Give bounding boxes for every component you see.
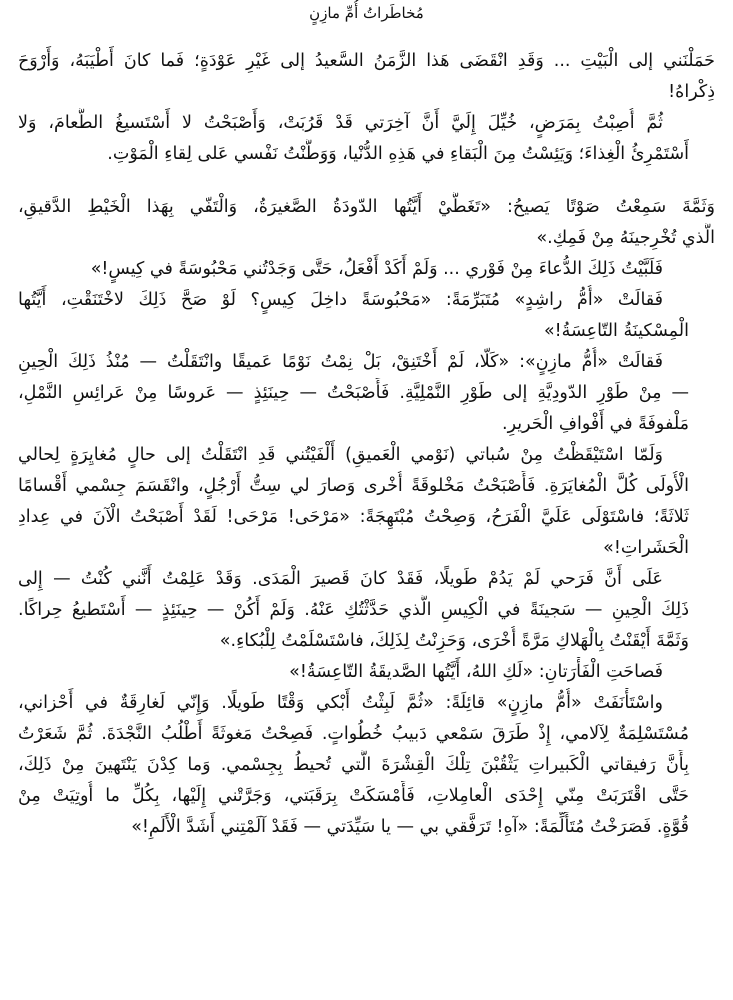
page-title: مُخاطَراتُ أُمِّ مازِنٍ xyxy=(309,4,424,22)
text-line: الْأُولَى كُلَّ الْمُغايَرَةِ. فَأَصْبَحْتُ مَخْلوقَةً أُخْرى وَصارَ لي سِتُّ أَرْجُلٍ، وانْقَسَمَ جِسْمي أَقْسامًا xyxy=(18,476,689,496)
text-line: ثُمَّ أُصِبْتُ بِمَرَضٍ، خُيِّلَ إِلَيَّ أَنَّ آخِرَتي قَدْ قَرُبَتْ، وَأَصْبَحْتُ لا أَسْتَسيغُ الطَّعامَ، وَلا xyxy=(18,113,663,133)
paragraph xyxy=(18,688,715,843)
paragraph xyxy=(18,657,715,688)
text-line: ذِكْراهُ! xyxy=(668,82,715,102)
text-line: فَقالَتْ «أُمُّ مازِنٍ»: «كَلّا، لَمْ أَخْتَنِقْ، بَلْ نِمْتُ نَوْمًا عَميقًا وانْتَقَلْتُ — مُنْذُ ذَلِكَ الْحِينِ xyxy=(18,352,663,372)
text-line: ثَلاثَةً؛ فاسْتَوْلَى عَلَيَّ الْفَرَحُ، وَصِحْتُ مُبْتَهِجَةً: «مَرْحَى! مَرْحَى! لَقَدْ أَصْبَحْتُ الْآنَ في عِدادِ xyxy=(18,507,689,527)
text-line: حَمَلْنَني إلى الْبَيْتِ ... وَقَدِ انْقَضَى هَذا الزَّمَنُ السَّعيدُ إلى غَيْرِ عَوْدَةٍ؛ فَما كانَ أَطْيَبَهُ، وَأَرْوَحَ xyxy=(18,51,715,71)
paragraph xyxy=(18,46,715,108)
text-line: — مِنْ طَوْرِ الدّودِيَّةِ إلى طَوْرِ النَّمْلِيَّةِ. فَأَصْبَحْتُ — حِينَئِذٍ — عَروسًا مِنْ عَرائِسِ النَّمْلِ، xyxy=(18,383,689,403)
text-line: فَصاحَتِ الْفَأْرَتانِ: «لَكِ اللهُ، أَيَّتُها الصَّديقَةُ التّاعِسَةُ!» xyxy=(289,662,663,682)
document-page xyxy=(18,0,715,843)
paragraph xyxy=(18,347,715,440)
text-line: عَلَى أَنَّ فَرَحي لَمْ يَدُمْ طَويلًا، فَقَدْ كانَ قَصيرَ الْمَدَى. وَقَدْ عَلِمْتُ أَنَّني كُنْتُ — إِلى xyxy=(18,569,663,589)
paragraph xyxy=(18,285,715,347)
paragraph xyxy=(18,108,715,170)
text-line: ذَلِكَ الْحِينِ — سَجينَةً في الْكِيسِ الَّذي حَدَّثْتُكِ عَنْهُ. وَلَمْ أَكُنْ — حِينَئِذٍ — أَسْتَطيعُ حِراكًا. xyxy=(18,600,689,620)
text-line: بِأَنَّ رَفيقاتي الْكَبيراتِ يَثْقُبْنَ تِلْكَ الْقِشْرَةَ الَّتي تُحيطُ بِجِسْمي. وَما كِدْنَ يَنْتَهينَ مِنْ ذَلِكَ، xyxy=(18,755,689,775)
text-line: فَلَبَّيْتُ ذَلِكَ الدُّعاءَ مِنْ فَوْري ... وَلَمْ أَكَدْ أَفْعَلُ، حَتَّى وَجَدْتُني مَحْبُوسَةً في كِيسٍ!» xyxy=(90,259,663,279)
paragraph-gap xyxy=(18,170,715,192)
paragraph xyxy=(18,254,715,285)
text-line: حَتَّى اقْتَرَبَتْ مِنّي إِحْدَى الْعامِلاتِ، فَأَمْسَكَتْ بِرَقَبَتي، وَجَرَّتْني إِلَيْها، بِكُلِّ ما أُوتِيَتْ مِنْ xyxy=(18,786,689,806)
text-line: فَقالَتْ «أُمُّ راشِدٍ» مُتَبَرِّمَةً: «مَحْبُوسَةً داخِلَ كِيسٍ؟ لَوْ صَحَّ ذَلِكَ لاخْتَنَقْتِ، أَيَّتُها xyxy=(18,290,663,310)
paragraph xyxy=(18,564,715,657)
text-line: الَّذي تُخْرِجينَهُ مِنْ فَمِكِ.» xyxy=(536,228,715,248)
text-line: وَثَمَّةَ سَمِعْتُ صَوْتًا يَصيحُ: «تَغَطَّيْ أَيَّتُها الدّودَةُ الصَّغيرَةُ، وَالْتَفّي بِهَذا الْخَيْطِ الدَّقيقِ، xyxy=(18,197,715,217)
paragraph xyxy=(18,192,715,254)
text-line: وَثَمَّةَ أَيْقَنْتُ بِالْهَلاكِ مَرَّةً أُخْرَى، وَحَزِنْتُ لِذَلِكَ، فاسْتَسْلَمْتُ لِلْبُكاءِ.» xyxy=(219,631,689,651)
paragraph xyxy=(18,440,715,564)
text-line: قُوَّةٍ. فَصَرَخْتُ مُتَأَلِّمَةً: «آهِ! تَرَفَّقي بي — يا سَيِّدَتي — فَقَدْ آلَمْتِني أَشَدَّ الْأَلَمِ!» xyxy=(131,817,689,837)
text-line: أَسْتَمْرِئُ الْغِذاءَ؛ وَيَئِسْتُ مِنَ الْبَقاءِ في هَذِهِ الدُّنْيا، وَوَطَّنْتُ نَفْسي عَلى لِقاءِ الْمَوْتِ. xyxy=(107,144,689,164)
text-line: الْمِسْكينَةُ التّاعِسَةُ!» xyxy=(543,321,689,341)
text-line: وَلَمّا اسْتَيْقَظْتُ مِنْ سُباتي (نَوْمي الْعَميقِ) أَلْفَيْتُني قَدِ انْتَقَلْتُ إلى حالٍ مُغايِرَةٍ لِحالي xyxy=(18,445,663,465)
text-line: واسْتَأْنَفَتْ «أُمُّ مازِنٍ» قائِلَةً: «ثُمَّ لَبِثْتُ أَبْكي وَقْتًا طَويلًا. وَإِنّي لَغارِقَةٌ في أَحْزاني، xyxy=(18,693,663,713)
text-line: مَلْفوفَةً في أَفْوافِ الْحَريرِ. xyxy=(502,414,689,434)
text-line: الْحَشَراتِ!» xyxy=(603,538,689,558)
text-line: مُسْتَسْلِمَةٌ لِآلامي، إِذْ طَرَقَ سَمْعي دَبيبُ خُطُواتٍ. فَصِحْتُ مَغوثَةً أَطْلُبُ النَّجْدَةَ. ثُمَّ شَعَرْتُ xyxy=(18,724,689,744)
document-body xyxy=(18,46,715,843)
page-header xyxy=(18,0,715,46)
